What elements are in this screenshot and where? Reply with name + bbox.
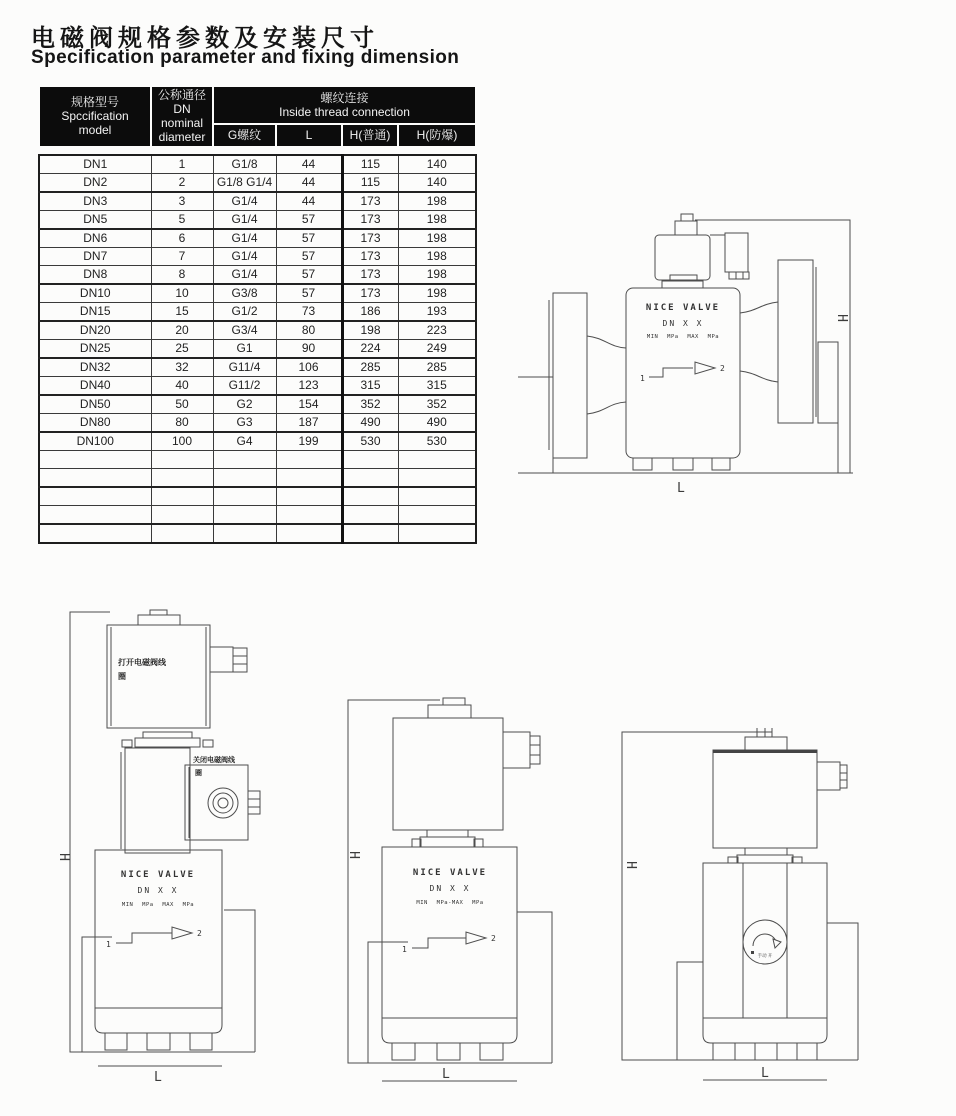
port-2-label: 2 [720, 364, 725, 373]
table-cell: G3/4 [213, 321, 276, 340]
header-model-en: Spccification [61, 109, 129, 124]
port-1-label: 1 [640, 374, 645, 383]
table-cell: 198 [398, 265, 476, 284]
table-cell: 173 [342, 247, 398, 265]
table-cell: G11/4 [213, 358, 276, 377]
table-cell [39, 487, 151, 506]
table-cell: 140 [398, 155, 476, 174]
header-g-thread: G螺纹 [213, 124, 276, 147]
table-cell: 15 [151, 302, 213, 321]
valve-brand-text: NICE VALVE [645, 303, 721, 313]
table-cell: 490 [342, 413, 398, 432]
table-cell: 198 [342, 321, 398, 340]
table-row [39, 413, 476, 432]
table-row [39, 358, 476, 377]
table-cell: DN80 [39, 413, 151, 432]
table-cell: 115 [342, 155, 398, 174]
table-cell: DN20 [39, 321, 151, 340]
table-cell: 186 [342, 302, 398, 321]
table-cell: 6 [151, 229, 213, 248]
table-cell [151, 450, 213, 468]
table-row [39, 173, 476, 192]
table-cell [213, 505, 276, 524]
table-cell [276, 487, 342, 506]
table-cell [151, 487, 213, 506]
table-row [39, 450, 476, 468]
table-cell: 32 [151, 358, 213, 377]
valve-brand-text: NICE VALVE [412, 868, 488, 878]
table-cell [151, 505, 213, 524]
table-cell: DN6 [39, 229, 151, 248]
table-cell: G1/4 [213, 229, 276, 248]
table-cell: 80 [151, 413, 213, 432]
table-cell: 7 [151, 247, 213, 265]
header-dn [151, 86, 213, 147]
header-dn-2: DN [173, 102, 191, 117]
header-model-zh: 规格型号 [70, 95, 119, 110]
table-cell: 2 [151, 173, 213, 192]
spec-table-body [39, 155, 476, 543]
table-cell: 198 [398, 284, 476, 303]
table-cell: G3 [213, 413, 276, 432]
table-cell [342, 468, 398, 487]
table-cell [39, 505, 151, 524]
coil-open-label2: 圈 [118, 672, 126, 681]
flow-arrow-icon [172, 927, 192, 939]
table-row [39, 376, 476, 395]
table-cell: 44 [276, 192, 342, 211]
table-cell: 50 [151, 395, 213, 414]
table-cell: 193 [398, 302, 476, 321]
table-row [39, 395, 476, 414]
table-cell: G11/2 [213, 376, 276, 395]
table-cell [398, 487, 476, 506]
table-cell: 223 [398, 321, 476, 340]
table-row [39, 229, 476, 248]
table-cell [398, 450, 476, 468]
table-cell [398, 468, 476, 487]
table-cell: 100 [151, 432, 213, 451]
table-cell: 5 [151, 210, 213, 229]
header-thread-zh: 螺纹连接 [320, 90, 369, 105]
table-cell: 106 [276, 358, 342, 377]
header-thread [213, 86, 476, 124]
table-cell: 530 [398, 432, 476, 451]
drawing-flanged-valve-front [505, 185, 955, 510]
table-cell: 57 [276, 210, 342, 229]
table-row [39, 192, 476, 211]
table-cell: 173 [342, 284, 398, 303]
table-cell: DN8 [39, 265, 151, 284]
table-cell: DN3 [39, 192, 151, 211]
dim-h-label: H [56, 853, 71, 861]
table-cell: 90 [276, 339, 342, 358]
header-l: L [276, 124, 342, 147]
spec-table [38, 85, 475, 544]
flow-arrow-icon [466, 932, 486, 944]
table-row [39, 284, 476, 303]
table-cell [39, 524, 151, 543]
table-cell: 3 [151, 192, 213, 211]
table-cell: 173 [342, 265, 398, 284]
table-cell: 40 [151, 376, 213, 395]
table-cell: 44 [276, 155, 342, 174]
flow-arrow-icon [695, 362, 715, 374]
table-row [39, 302, 476, 321]
table-cell: 199 [276, 432, 342, 451]
table-row [39, 247, 476, 265]
table-cell: DN50 [39, 395, 151, 414]
table-cell: 25 [151, 339, 213, 358]
table-cell: DN25 [39, 339, 151, 358]
table-cell: 530 [342, 432, 398, 451]
spec-table-data [38, 154, 477, 544]
table-cell: 8 [151, 265, 213, 284]
table-cell: 20 [151, 321, 213, 340]
header-dn-zh: 公称通径 [157, 88, 206, 102]
header-model-en2: model [78, 123, 112, 138]
table-cell: G4 [213, 432, 276, 451]
dim-h-label: H [346, 851, 361, 859]
table-cell: 57 [276, 229, 342, 248]
dim-h-label: H [834, 314, 849, 322]
table-cell: 173 [342, 192, 398, 211]
valve-brand-text: NICE VALVE [120, 870, 196, 880]
table-cell: 249 [398, 339, 476, 358]
coil-open-label: 打开电磁阀线 [118, 658, 166, 667]
table-cell: G1/2 [213, 302, 276, 321]
table-row [39, 321, 476, 340]
table-cell [398, 505, 476, 524]
table-row [39, 265, 476, 284]
table-cell [39, 450, 151, 468]
header-model [39, 86, 151, 147]
table-cell: 352 [398, 395, 476, 414]
header-h-normal: H(普通) [342, 124, 398, 147]
table-cell [213, 468, 276, 487]
spec-table-header [38, 85, 477, 148]
table-cell: 57 [276, 265, 342, 284]
table-cell: DN7 [39, 247, 151, 265]
table-cell: DN1 [39, 155, 151, 174]
table-cell: G1/8 G1/4 [213, 173, 276, 192]
table-cell: G3/8 [213, 284, 276, 303]
table-row [39, 339, 476, 358]
table-cell: 173 [342, 229, 398, 248]
table-cell: 285 [398, 358, 476, 377]
table-cell: 173 [342, 210, 398, 229]
header-thread-en: Inside thread connection [279, 104, 410, 119]
page-title-en: Specification parameter and fixing dimension [31, 47, 460, 68]
table-row [39, 524, 476, 543]
dim-l-label: L [442, 1067, 450, 1082]
table-cell [213, 450, 276, 468]
table-cell: 490 [398, 413, 476, 432]
table-cell: DN100 [39, 432, 151, 451]
drawing-manual-override-valve [615, 720, 956, 1095]
table-cell: 198 [398, 210, 476, 229]
table-cell [276, 468, 342, 487]
table-cell: G1/4 [213, 265, 276, 284]
page-title-zh: 电磁阀规格参数及安装尺寸 [31, 25, 379, 52]
table-row [39, 487, 476, 506]
dim-l-label: L [677, 481, 685, 496]
coil-close-label: 关闭电磁阀线 [193, 757, 235, 764]
dim-l-label: L [761, 1066, 769, 1081]
table-row [39, 468, 476, 487]
table-cell: G1/8 [213, 155, 276, 174]
table-cell: 154 [276, 395, 342, 414]
table-cell: 73 [276, 302, 342, 321]
table-cell: G1/4 [213, 247, 276, 265]
table-cell [151, 468, 213, 487]
table-cell: DN32 [39, 358, 151, 377]
table-cell: G1 [213, 339, 276, 358]
table-row [39, 432, 476, 451]
table-cell: 187 [276, 413, 342, 432]
table-cell [342, 487, 398, 506]
table-cell: DN10 [39, 284, 151, 303]
table-cell [151, 524, 213, 543]
table-cell: DN2 [39, 173, 151, 192]
table-cell [276, 450, 342, 468]
drawing-single-coil-valve [340, 690, 580, 1095]
table-cell: 285 [342, 358, 398, 377]
dim-l-label: L [154, 1070, 162, 1085]
header-dn-4: diameter [158, 130, 206, 145]
table-cell: 57 [276, 284, 342, 303]
table-cell: 44 [276, 173, 342, 192]
table-cell [213, 524, 276, 543]
table-cell: 224 [342, 339, 398, 358]
table-cell: DN15 [39, 302, 151, 321]
valve-pressure-text: MIN MPa-MAX MPa [416, 900, 484, 906]
table-cell [276, 505, 342, 524]
valve-model-text: DN X X [662, 319, 704, 328]
table-cell: G1/4 [213, 210, 276, 229]
table-cell [342, 505, 398, 524]
table-cell: G1/4 [213, 192, 276, 211]
table-cell [39, 468, 151, 487]
table-cell: 123 [276, 376, 342, 395]
table-cell: 115 [342, 173, 398, 192]
coil-close-label2: 圈 [195, 770, 202, 777]
valve-pressure-text: MIN MPa MAX MPa [646, 334, 720, 340]
dim-h-label: H [623, 861, 638, 869]
header-dn-3: nominal [160, 116, 204, 131]
table-cell: 57 [276, 247, 342, 265]
table-cell [276, 524, 342, 543]
table-cell: 10 [151, 284, 213, 303]
table-cell: 198 [398, 247, 476, 265]
port-1-label: 1 [106, 940, 111, 949]
port-2-label: 2 [197, 929, 202, 938]
table-cell: G2 [213, 395, 276, 414]
table-row [39, 155, 476, 174]
table-row [39, 505, 476, 524]
table-cell: 198 [398, 229, 476, 248]
port-1-label: 1 [402, 945, 407, 954]
table-cell [213, 487, 276, 506]
table-cell [342, 524, 398, 543]
table-cell [342, 450, 398, 468]
table-cell: 1 [151, 155, 213, 174]
table-cell: 80 [276, 321, 342, 340]
table-cell: 315 [398, 376, 476, 395]
table-cell: DN5 [39, 210, 151, 229]
table-cell: 352 [342, 395, 398, 414]
valve-pressure-text: MIN MPa MAX MPa [121, 902, 195, 908]
table-cell: 198 [398, 192, 476, 211]
table-cell: DN40 [39, 376, 151, 395]
valve-model-text: DN X X [137, 886, 179, 895]
table-cell: 315 [342, 376, 398, 395]
table-cell: 140 [398, 173, 476, 192]
port-2-label: 2 [491, 934, 496, 943]
valve-model-text: DN X X [429, 884, 471, 893]
header-h-exproof: H(防爆) [398, 124, 476, 147]
table-cell [398, 524, 476, 543]
drawing-dual-coil-valve [50, 605, 330, 1095]
manual-dial-label: 手动 开 [757, 953, 773, 958]
table-row [39, 210, 476, 229]
